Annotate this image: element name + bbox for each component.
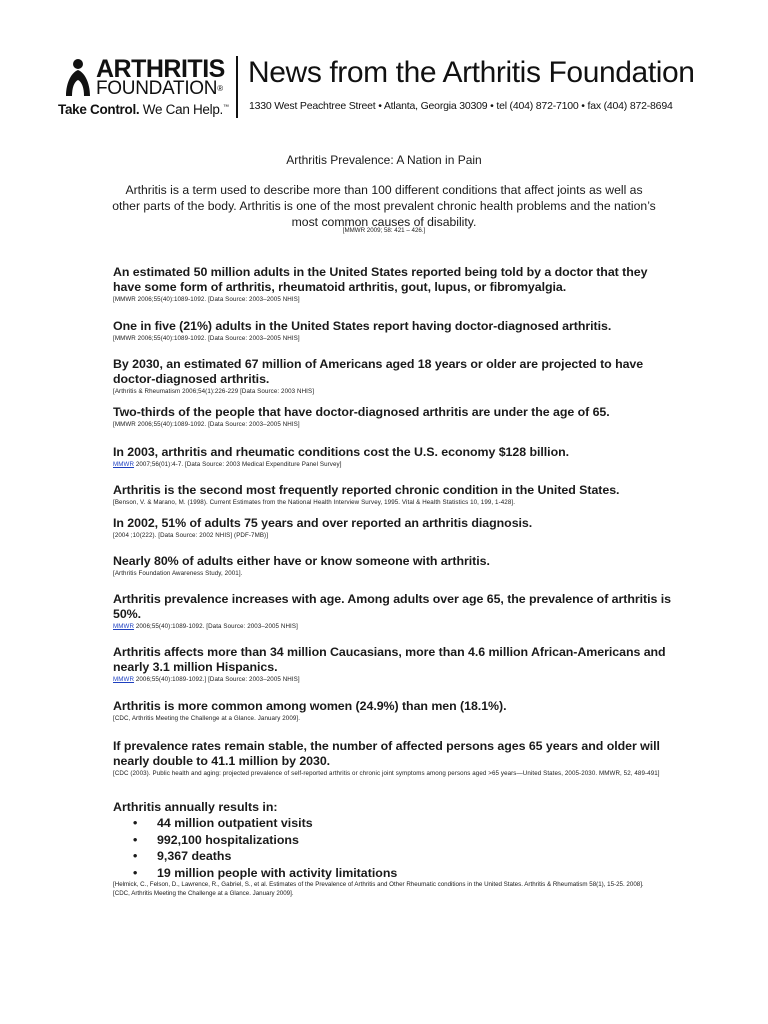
annual-results-list [113,815,693,881]
letterhead [56,54,724,124]
tagline [58,102,229,117]
logo-word-arthritis: ARTHRITIS [96,55,225,83]
annual-citation-1: [Helmick, C., Felson, D., Lawrence, R., Gabriel, S., et al. Estimates of the Prevalence of Arthritis and Other Rheumatic conditions in the United States. Arthritis & Rheumatism 58(1), 15-25. 2008]. [113,881,644,888]
fact-item [113,554,673,579]
annual-heading: Arthritis annually results in: [113,800,278,814]
mmwr-link[interactable]: MMWR [113,623,135,630]
fact-citation: [MMWR 2006;55(40):1089-1092. [Data Source: 2003–2005 NHIS] [113,296,300,303]
fact-item [113,699,673,724]
fact-citation [113,676,673,685]
fact-citation [113,461,673,470]
list-item-text: 19 million people with activity limitations [157,865,398,880]
list-item-text: 44 million outpatient visits [157,816,313,830]
fact-statement: Arthritis is more common among women (24.9%) than men (18.1%). [113,699,507,713]
trademark-mark: ™ [223,104,229,111]
fact-citation: [2004 ;10(222). [Data Source: 2002 NHIS] (PDF-7MB)] [113,532,269,539]
mmwr-link[interactable]: MMWR [113,461,135,468]
fact-citation-text: 2006;55(40):1089-1092. [Data Source: 2003–2005 NHIS] [134,623,298,630]
fact-citation: [Arthritis & Rheumatism 2006;54(1):226-229 [Data Source: 2003 NHIS] [113,388,315,395]
fact-citation [113,623,673,632]
fact-statement: In 2003, arthritis and rheumatic conditions cost the U.S. economy $128 billion. [113,445,569,459]
fact-citation: [Benson, V. & Marano, M. (1998). Current Estimates from the National Health Interview Survey, 1995. Vital & Health Statistics 10, 199, 1-428]. [113,499,516,506]
fact-citation: [Arthritis Foundation Awareness Study, 2001]. [113,570,243,577]
header-divider [236,56,238,118]
bullet-icon: • [133,865,138,880]
fact-statement: Arthritis is the second most frequently reported chronic condition in the United States. [113,483,620,497]
tagline-rest: We Can Help. [139,102,223,117]
list-item [113,848,693,865]
news-title: News from the Arthritis Foundation [248,56,695,89]
annual-citation-2: [CDC, Arthritis Meeting the Challenge at a Glance. January 2009]. [113,889,294,897]
tagline-bold: Take Control. [58,102,140,117]
fact-item [113,265,673,305]
fact-statement: An estimated 50 million adults in the United States reported being told by a doctor that they have some form of arthritis, rheumatoid arthritis, gout, lupus, or fibromyalgia. [113,265,648,294]
fact-statement: In 2002, 51% of adults 75 years and over reported an arthritis diagnosis. [113,516,533,530]
fact-citation-text: 2007;56(01):4-7. [Data Source: 2003 Medical Expenditure Panel Survey] [134,461,342,468]
fact-citation: [CDC (2003). Public health and aging: projected prevalence of self-reported arthritis or chronic joint symptoms among persons aged >65 years—United States, 2005-2030. MMWR, 52, 489-491] [113,770,660,777]
bullet-icon: • [133,832,138,847]
fact-citation: [MMWR 2006;55(40):1089-1092. [Data Source: 2003–2005 NHIS] [113,335,300,342]
bullet-icon: • [133,816,138,830]
registered-mark: ® [217,84,223,93]
fact-item [113,592,673,632]
contact-address: 1330 West Peachtree Street • Atlanta, Georgia 30309 • tel (404) 872-7100 • fax (404) 872-8694 [249,100,673,112]
logo-word-foundation [96,78,223,100]
fact-statement: By 2030, an estimated 67 million of Americans aged 18 years or older are projected to have doctor-diagnosed arthritis. [113,357,644,386]
mmwr-link[interactable]: MMWR [113,676,135,683]
fact-statement: Nearly 80% of adults either have or know someone with arthritis. [113,554,490,568]
arthritis-foundation-logo [56,55,229,120]
fact-item [113,645,673,685]
fact-citation-text: 2006;55(40):1089-1092.] [Data Source: 2003–2005 NHIS] [134,676,300,683]
fact-statement: If prevalence rates remain stable, the number of affected persons ages 65 years and older will nearly double to 41.1 million by 2030. [113,739,660,768]
fact-item [113,319,673,344]
list-item-text: 992,100 hospitalizations [157,832,299,847]
fact-statement: One in five (21%) adults in the United States report having doctor-diagnosed arthritis. [113,319,612,333]
fact-item [113,405,673,430]
intro-citation: [MMWR 2009; 58: 421 – 426.] [342,227,426,234]
intro-paragraph: Arthritis is a term used to describe more than 100 different conditions that affect joints as well as other parts of the body. Arthritis is one of the most prevalent chronic health problems and the nation’s most common causes of disability. [112,183,656,229]
foundation-logo-mark-icon [60,58,96,98]
document-title: Arthritis Prevalence: A Nation in Pain [286,153,482,167]
fact-statement: Arthritis affects more than 34 million Caucasians, more than 4.6 million African-Americans and nearly 3.1 million Hispanics. [113,645,666,674]
fact-statement: Two-thirds of the people that have doctor-diagnosed arthritis are under the age of 65. [113,405,610,419]
logo-word-foundation-text: FOUNDATION [96,78,218,99]
list-item-text: 9,367 deaths [157,849,232,863]
fact-citation: [MMWR 2006;55(40):1089-1092. [Data Source: 2003–2005 NHIS] [113,421,300,428]
fact-citation: [CDC, Arthritis Meeting the Challenge at a Glance. January 2009]. [113,715,301,722]
fact-item [113,357,673,397]
fact-item [113,739,673,779]
bullet-icon: • [133,849,138,863]
fact-item [113,483,673,508]
fact-item [113,445,673,470]
fact-statement: Arthritis prevalence increases with age. Among adults over age 65, the prevalence of arthritis is 50%. [113,592,671,621]
list-item [113,865,693,882]
annual-results-section [113,800,693,898]
list-item [113,832,693,849]
fact-item [113,516,673,541]
list-item [113,815,693,832]
